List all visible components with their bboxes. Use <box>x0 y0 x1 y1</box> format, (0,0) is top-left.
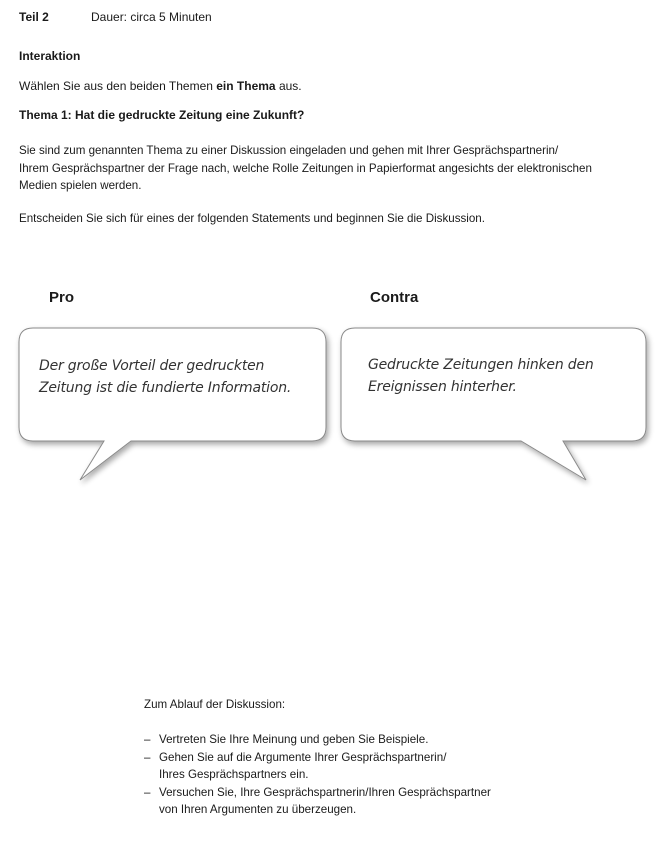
decision-paragraph: Entscheiden Sie sich für eines der folgenden Statements und beginnen Sie die Diskussion. <box>19 212 485 225</box>
contra-label: Contra <box>370 289 419 306</box>
dash-bullet-icon: – <box>144 733 151 746</box>
instruction-before: Wählen Sie aus den beiden Themen <box>19 79 217 93</box>
topic-title: Thema 1: Hat die gedruckte Zeitung eine Zukunft? <box>19 108 305 122</box>
procedure-list <box>144 731 564 819</box>
intro-paragraph: Sie sind zum genannten Thema zu einer Diskussion eingeladen und gehen mit Ihrer Gesprächspartnerin/ Ihrem Gesprächspartner der Frage nach, welche Rolle Zeitungen in Papierformat angesichts der elektronischen Medien spielen werden. <box>19 144 592 192</box>
part-label: Teil 2 <box>19 10 49 24</box>
list-item <box>144 731 564 749</box>
duration-label: Dauer: circa 5 Minuten <box>91 10 212 24</box>
contra-speech-bubble <box>341 328 646 480</box>
list-item <box>144 749 564 784</box>
list-item-text: Vertreten Sie Ihre Meinung und geben Sie Beispiele. <box>159 733 429 746</box>
dash-bullet-icon: – <box>144 750 151 764</box>
procedure-title: Zum Ablauf der Diskussion: <box>144 698 286 711</box>
pro-label: Pro <box>49 289 75 306</box>
instruction-after: aus. <box>275 79 302 93</box>
section-title: Interaktion <box>19 49 81 63</box>
list-item-text: Versuchen Sie, Ihre Gesprächspartnerin/Ihren Gesprächspartner von Ihren Argumenten zu überzeugen. <box>159 785 491 816</box>
dash-bullet-icon: – <box>144 785 151 799</box>
contra-statement: Gedruckte Zeitungen hinken den Ereignissen hinterher. <box>368 357 594 395</box>
pro-statement: Der große Vorteil der gedruckten Zeitung ist die fundierte Information. <box>39 358 292 396</box>
instruction-bold: ein Thema <box>216 79 276 93</box>
list-item <box>144 784 564 819</box>
pro-speech-bubble <box>19 328 326 480</box>
list-item-text: Gehen Sie auf die Argumente Ihrer Gesprächspartnerin/ Ihres Gesprächspartners ein. <box>159 750 447 781</box>
